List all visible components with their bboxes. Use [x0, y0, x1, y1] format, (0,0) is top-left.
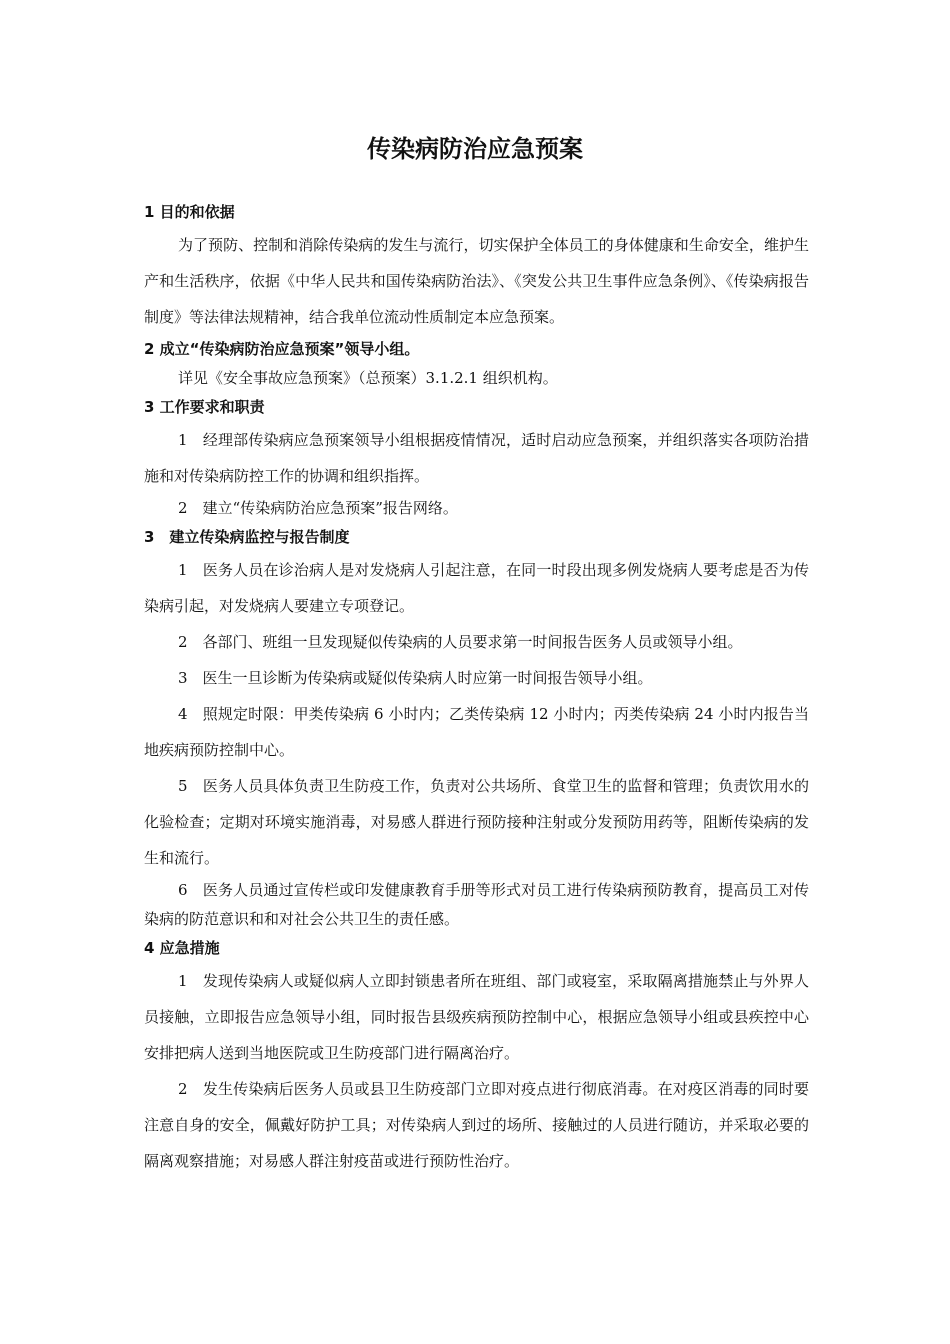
paragraph: 5 医务人员具体负责卫生防疫工作，负责对公共场所、食堂卫生的监督和管理；负责饮用水的化验检查；定期对环境实施消毒，对易感人群进行预防接种注射或分发预防用药等，阻断传染病的发生和流行。	[144, 777, 809, 867]
section-heading: 3 建立传染病监控与报告制度	[144, 528, 350, 546]
section-work-requirements	[144, 393, 809, 523]
paragraph: 为了预防、控制和消除传染病的发生与流行，切实保护全体员工的身体健康和生命安全，维护生产和生活秩序，依据《中华人民共和国传染病防治法》、《突发公共卫生事件应急条例》、《传染病报告制度》等法律法规精神，结合我单位流动性质制定本应急预案。	[144, 236, 809, 326]
section-emergency-measures	[144, 934, 809, 1179]
paragraph: 2 建立“传染病防治应急预案”报告网络。	[178, 499, 458, 517]
section-purpose	[144, 198, 809, 335]
document-title: 传染病防治应急预案	[367, 135, 583, 163]
section-heading: 2 成立“传染病防治应急预案”领导小组。	[144, 340, 420, 358]
paragraph: 详见《安全事故应急预案》（总预案）3.1.2.1 组织机构。	[178, 369, 558, 387]
section-monitoring-reporting	[144, 523, 809, 934]
section-heading: 1 目的和依据	[144, 203, 235, 221]
paragraph: 2 发生传染病后医务人员或县卫生防疫部门立即对疫点进行彻底消毒。在对疫区消毒的同时要注意自身的安全，佩戴好防护工具；对传染病人到过的场所、接触过的人员进行随访，并采取必要的隔离观察措施；对易感人群注射疫苗或进行预防性治疗。	[144, 1080, 809, 1170]
paragraph: 2 各部门、班组一旦发现疑似传染病的人员要求第一时间报告医务人员或领导小组。	[178, 633, 743, 651]
paragraph: 6 医务人员通过宣传栏或印发健康教育手册等形式对员工进行传染病预防教育，提高员工对传染病的防范意识和和对社会公共卫生的责任感。	[144, 881, 809, 928]
paragraph: 4 照规定时限：甲类传染病 6 小时内；乙类传染病 12 小时内；丙类传染病 24 小时内报告当地疾病预防控制中心。	[144, 705, 809, 759]
section-heading: 4 应急措施	[144, 939, 220, 957]
document-body	[144, 198, 809, 1179]
section-leadership-group	[144, 335, 809, 393]
paragraph: 1 经理部传染病应急预案领导小组根据疫情情况，适时启动应急预案，并组织落实各项防治措施和对传染病防控工作的协调和组织指挥。	[144, 431, 809, 485]
section-heading: 3 工作要求和职责	[144, 398, 265, 416]
paragraph: 1 发现传染病人或疑似病人立即封锁患者所在班组、部门或寝室，采取隔离措施禁止与外界人员接触，立即报告应急领导小组，同时报告县级疾病预防控制中心，根据应急领导小组或县疾控中心安排把病人送到当地医院或卫生防疫部门进行隔离治疗。	[144, 972, 809, 1062]
paragraph: 3 医生一旦诊断为传染病或疑似传染病人时应第一时间报告领导小组。	[178, 669, 653, 687]
paragraph: 1 医务人员在诊治病人是对发烧病人引起注意，在同一时段出现多例发烧病人要考虑是否为传染病引起，对发烧病人要建立专项登记。	[144, 561, 809, 615]
